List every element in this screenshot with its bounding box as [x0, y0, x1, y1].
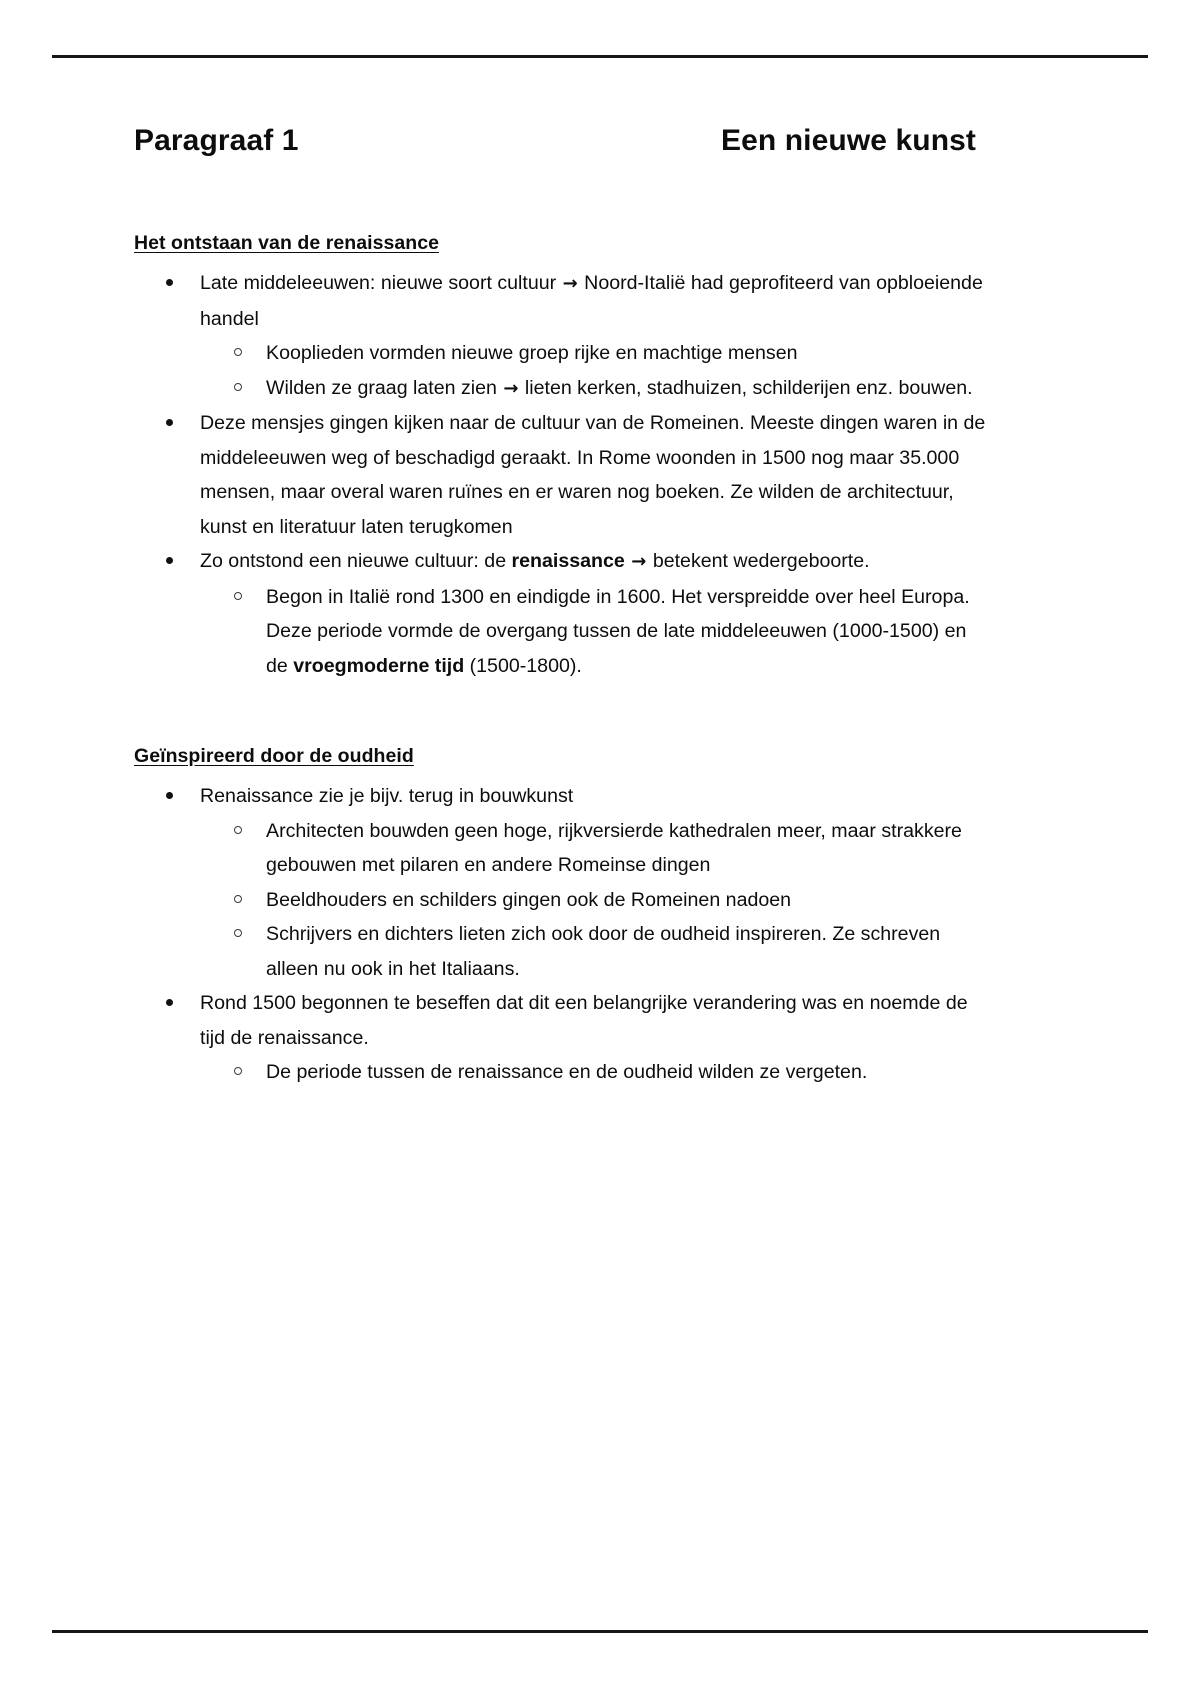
list-item-text-post: lieten kerken, stadhuizen, schilderijen enz. bouwen. — [519, 376, 973, 399]
bullet-list-level2 — [200, 336, 986, 406]
arrow-right-icon: → — [503, 377, 519, 399]
list-item-text: De periode tussen de renaissance en de oudheid wilden ze vergeten. — [266, 1061, 868, 1083]
list-item — [200, 814, 986, 883]
arrow-right-icon: → — [562, 273, 578, 294]
list-item — [200, 336, 986, 371]
bullet-circle-icon — [234, 383, 242, 391]
bullet-list-level1 — [134, 779, 986, 1090]
bullet-list-level2 — [200, 1055, 986, 1090]
list-item — [134, 266, 986, 406]
list-item-text: Architecten bouwden geen hoge, rijkversierde kathedralen meer, maar strakkere gebouwen met pilaren en andere Romeinse dingen — [266, 819, 962, 876]
page-title: Paragraaf 1 — [134, 124, 299, 157]
list-item — [200, 917, 986, 986]
bullet-list-level2 — [200, 814, 986, 987]
header-divider-rule — [52, 55, 1148, 58]
bullet-dot-icon — [166, 999, 173, 1006]
section-geinspireerd-door-de-oudheid — [134, 745, 986, 1090]
arrow-right-icon: → — [631, 551, 647, 572]
page-subtitle: Een nieuwe kunst — [721, 124, 976, 157]
list-item-text-post: (1500-1800). — [464, 654, 582, 677]
list-item-text-pre: Zo ontstond een nieuwe cultuur: de — [200, 550, 512, 572]
bullet-circle-icon — [234, 826, 242, 834]
bullet-list-level2 — [200, 580, 986, 684]
list-item — [200, 580, 986, 684]
section-heading: Geïnspireerd door de oudheid — [134, 745, 414, 767]
list-item-text: Deze mensjes gingen kijken naar de cultuur van de Romeinen. Meeste dingen waren in de middeleeuwen weg of beschadigd geraakt. In Rome woonden in 1500 nog maar 35.000 mensen, maar overal waren ruïnes en er waren nog boeken. Ze wilden de architectuur, kunst en literatuur laten terugkomen — [200, 412, 986, 538]
bullet-circle-icon — [234, 1067, 242, 1075]
list-item-text-pre: Wilden ze graag laten zien — [266, 376, 503, 399]
list-item-text: Beeldhouders en schilders gingen ook de Romeinen nadoen — [266, 888, 792, 911]
bullet-list-level1 — [134, 266, 986, 683]
list-item — [134, 986, 986, 1090]
list-item-text: Schrijvers en dichters lieten zich ook door de oudheid inspireren. Ze schreven alleen nu ook in het Italiaans. — [266, 923, 941, 980]
bullet-circle-icon — [234, 929, 242, 937]
bullet-dot-icon — [166, 279, 173, 286]
section-het-ontstaan-van-de-renaissance — [134, 232, 986, 683]
list-item-text-post: Noord-Italië had geprofiteerd van opbloeiende handel — [200, 272, 983, 330]
list-item-text-pre: Late middeleeuwen: nieuwe soort cultuur — [200, 272, 562, 294]
section-heading: Het ontstaan van de renaissance — [134, 232, 439, 254]
list-item — [134, 544, 986, 683]
list-item — [134, 406, 986, 544]
bullet-dot-icon — [166, 792, 173, 799]
bullet-dot-icon — [166, 419, 173, 426]
list-item-text: Rond 1500 begonnen te beseffen dat dit een belangrijke verandering was en noemde de tijd de renaissance. — [200, 992, 968, 1049]
list-item-text-post: betekent wedergeboorte. — [647, 550, 870, 572]
list-item-text: Renaissance zie je bijv. terug in bouwkunst — [200, 785, 574, 807]
footer-divider-rule — [52, 1630, 1148, 1633]
bullet-dot-icon — [166, 557, 173, 564]
keyword-vroegmoderne-tijd: vroegmoderne tijd — [293, 654, 465, 677]
list-item-text: Kooplieden vormden nieuwe groep rijke en machtige mensen — [266, 342, 798, 364]
list-item — [200, 371, 986, 407]
list-item — [200, 1055, 986, 1090]
bullet-circle-icon — [234, 592, 242, 600]
keyword-renaissance: renaissance — [511, 550, 625, 572]
document-body — [134, 124, 986, 1090]
list-item-text-pre: Begon in Italië rond 1300 en eindigde in 1600. Het verspreidde over heel Europa. Deze periode vormde de overgang tussen de late middeleeuwen (1000-1500) en de — [266, 585, 970, 677]
bullet-circle-icon — [234, 348, 242, 356]
bullet-circle-icon — [234, 895, 242, 903]
list-item — [200, 883, 986, 918]
title-row — [134, 124, 986, 158]
list-item — [134, 779, 986, 986]
